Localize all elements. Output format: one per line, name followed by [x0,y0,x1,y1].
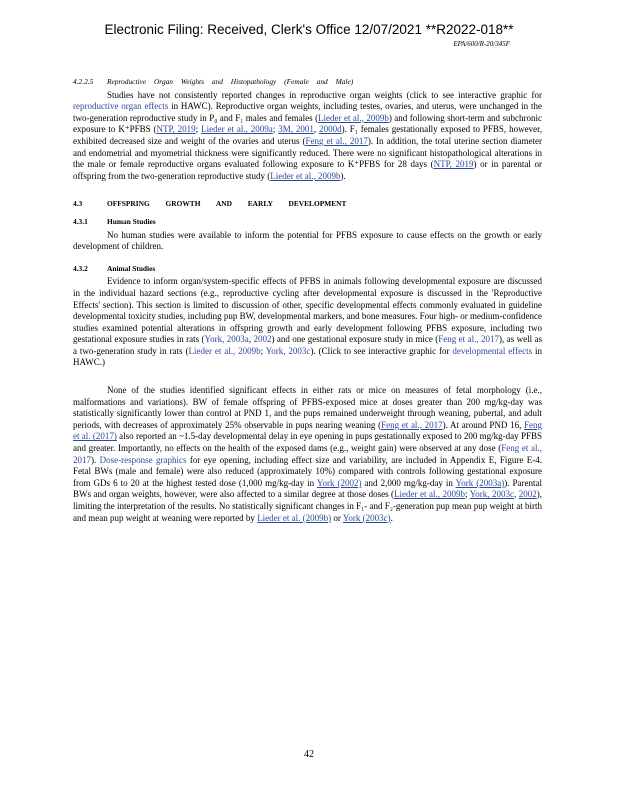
text-run: None of the studies identified significant effects in either rats or mice on measures of fetal morphology (i.e., malformations and variations). BW of female offspring of PFBS-exposed mice at doses greater than 200 mg/kg-day was statistically significantly lower than control at PND 1, and the pups remained underweight through weaning, pubertal, and adult periods, with decreases of approximately 25% observable in pups nearing weaning ( [73,385,542,430]
text-run: ; [260,345,266,356]
citation-link[interactable]: 3M, 2001 [278,124,314,135]
text-run: or [331,512,343,523]
text-run: in HAWC.) [73,345,543,368]
section-title: Human Studies [107,216,156,226]
citation-link[interactable]: York (2003c) [342,512,391,523]
citation-link[interactable]: 2000d [319,124,342,135]
text-run: ). [340,170,346,181]
filing-header: Electronic Filing: Received, Clerk's Office 12/07/2021 **R2022-018** [104,22,514,37]
text-run: . [390,512,393,523]
section-heading-4225 [73,76,542,88]
citation-link[interactable]: Lieder et al., 2009b [188,345,261,356]
text-run: , [514,489,519,500]
section-heading-432 [73,263,542,275]
text-run: in HAWC). Reproductive organ weights, including testes, ovaries, and uterus, were unchanged in the two-generation reproductive study in P₀ and F₁ males and females ( [73,101,542,123]
text-run: ). In addition, the total uterine section diameter and endometrial and myometrial thickness were significantly reduced. There were no significant histopathological alterations in the male or female reproductive organs evaluated following exposure to K⁺PFBS for 28 days ( [73,135,542,170]
page-number: 42 [304,749,314,760]
paragraph-animal-studies-intro [73,276,542,369]
citation-link[interactable]: developmental effects [452,345,533,356]
citation-link[interactable]: York, 2003a [204,334,249,345]
citation-link[interactable]: Feng et al., 2017 [305,135,368,146]
text-run: ). [91,454,100,465]
citation-link[interactable]: Feng et al. (2017) [73,419,542,442]
citation-link[interactable]: reproductive organ effects [73,101,169,112]
section-heading-431 [73,216,542,228]
text-run: ; [272,124,279,135]
section-title: Reproductive Organ Weights and Histopathology (Female and Male) [107,77,354,86]
text-run: ) and one gestational exposure study in mice ( [271,334,439,345]
section-heading-43 [73,198,542,210]
section-title: OFFSPRING GROWTH AND EARLY DEVELOPMENT [107,199,347,209]
citation-link[interactable]: 2002 [253,334,272,345]
section-number: 4.2.2.5 [73,77,94,86]
paragraph-organ-weights [73,90,542,183]
citation-link[interactable]: York (2002) [316,477,362,488]
citation-link[interactable]: Feng et al., 2017 [73,443,542,465]
text-run: and 2,000 mg/kg-day in [361,477,456,488]
text-run: ), as well as a two-generation study in rats ( [73,334,542,356]
citation-link[interactable]: Lieder et al., 2009a [201,124,273,135]
citation-link[interactable]: NTP, 2019 [433,159,474,170]
citation-link[interactable]: Lieder et al., 2009b [394,489,466,500]
text-run: , [313,124,320,135]
citation-link[interactable]: Feng et al., 2017 [438,334,499,345]
citation-link[interactable]: York (2003a) [455,477,505,488]
citation-link[interactable]: Lieder et al. (2009b) [257,512,332,523]
section-number: 4.3.1 [73,216,88,226]
text-run: No human studies were available to inform the potential for PFBS exposure to cause effects on the growth or early development of children. [73,229,542,252]
paragraph-animal-studies-results [73,385,542,524]
citation-link[interactable]: Lieder et al., 2009b [270,170,341,181]
citation-link[interactable]: York, 2003c [265,345,311,356]
citation-link[interactable]: Feng et al., 2017 [381,419,443,430]
text-run: for eye opening, including effect size and variability, are included in Appendix E, Figure E-4. Fetal BWs (male and female) were also reduced (approximately 10%) compared with controls following gestational exposure from GDs 6 to 20 at the highest tested dose (1,000 mg/kg-day in [73,454,542,488]
text-run: ). At around PND 16, [442,419,524,430]
text-run: ). Parental BWs and organ weights, however, were also affected to a similar degree at those doses ( [73,477,543,500]
paragraph-human-studies [73,230,542,253]
citation-link[interactable]: NTP, 2019 [156,124,196,135]
text-run: Evidence to inform organ/system-specific effects of PFBS in animals following developmental exposure are discussed in the individual hazard sections (e.g., reproductive cycling after developmental exposure is discussed in the 'Reproductive Effects' section). This section is limited to discussion of other, specific developmental effects commonly evaluated in guideline developmental toxicity studies, including pup BW, developmental markers, and bone measures. Four high- or medium-confidence studies examined potential alterations in offspring growth and early development following PFBS exposure, including two gestational exposure studies in rats ( [73,276,542,345]
section-number: 4.3 [73,199,83,209]
text-run: , [248,334,254,345]
document-id: EPA/600/R-20/345F [453,40,510,48]
page-body [73,76,542,524]
text-run: ). F₁ females gestationally exposed to PFBS, however, exhibited decreased size and weight of the ovaries and uterus ( [73,124,542,146]
citation-link[interactable]: Dose-response graphics [99,454,187,465]
text-run: also reported an ~1.5-day developmental delay in eye opening in pups gestationally exposed to 200 mg/kg-day PFBS and greater. Importantly, no effects on the health of the exposed dams (e.g., weight gain) were observed at any dose ( [73,431,542,454]
text-run: ). (Click to see interactive graphic for [310,345,453,356]
text-run: Studies have not consistently reported changes in reproductive organ weights (click to see interactive graphic for [107,89,542,100]
text-run: ), limiting the interpretation of the results. No statistically significant changes in F₁- and F₂-generation pup mean pup weight at birth and mean pup weight at weaning were reported by [73,489,543,523]
citation-link[interactable]: York, 2003c [469,489,515,500]
text-run: ) or in parental or offspring from the two-generation reproductive study ( [73,159,542,181]
citation-link[interactable]: 2002 [518,489,537,500]
section-number: 4.3.2 [73,263,88,273]
citation-link[interactable]: Lieder et al., 2009b [318,112,389,123]
text-run: ) and following short-term and subchronic exposure to K⁺PFBS ( [73,112,542,135]
text-run: ; [195,124,202,135]
section-title: Animal Studies [107,263,156,273]
text-run: ; [465,489,470,500]
